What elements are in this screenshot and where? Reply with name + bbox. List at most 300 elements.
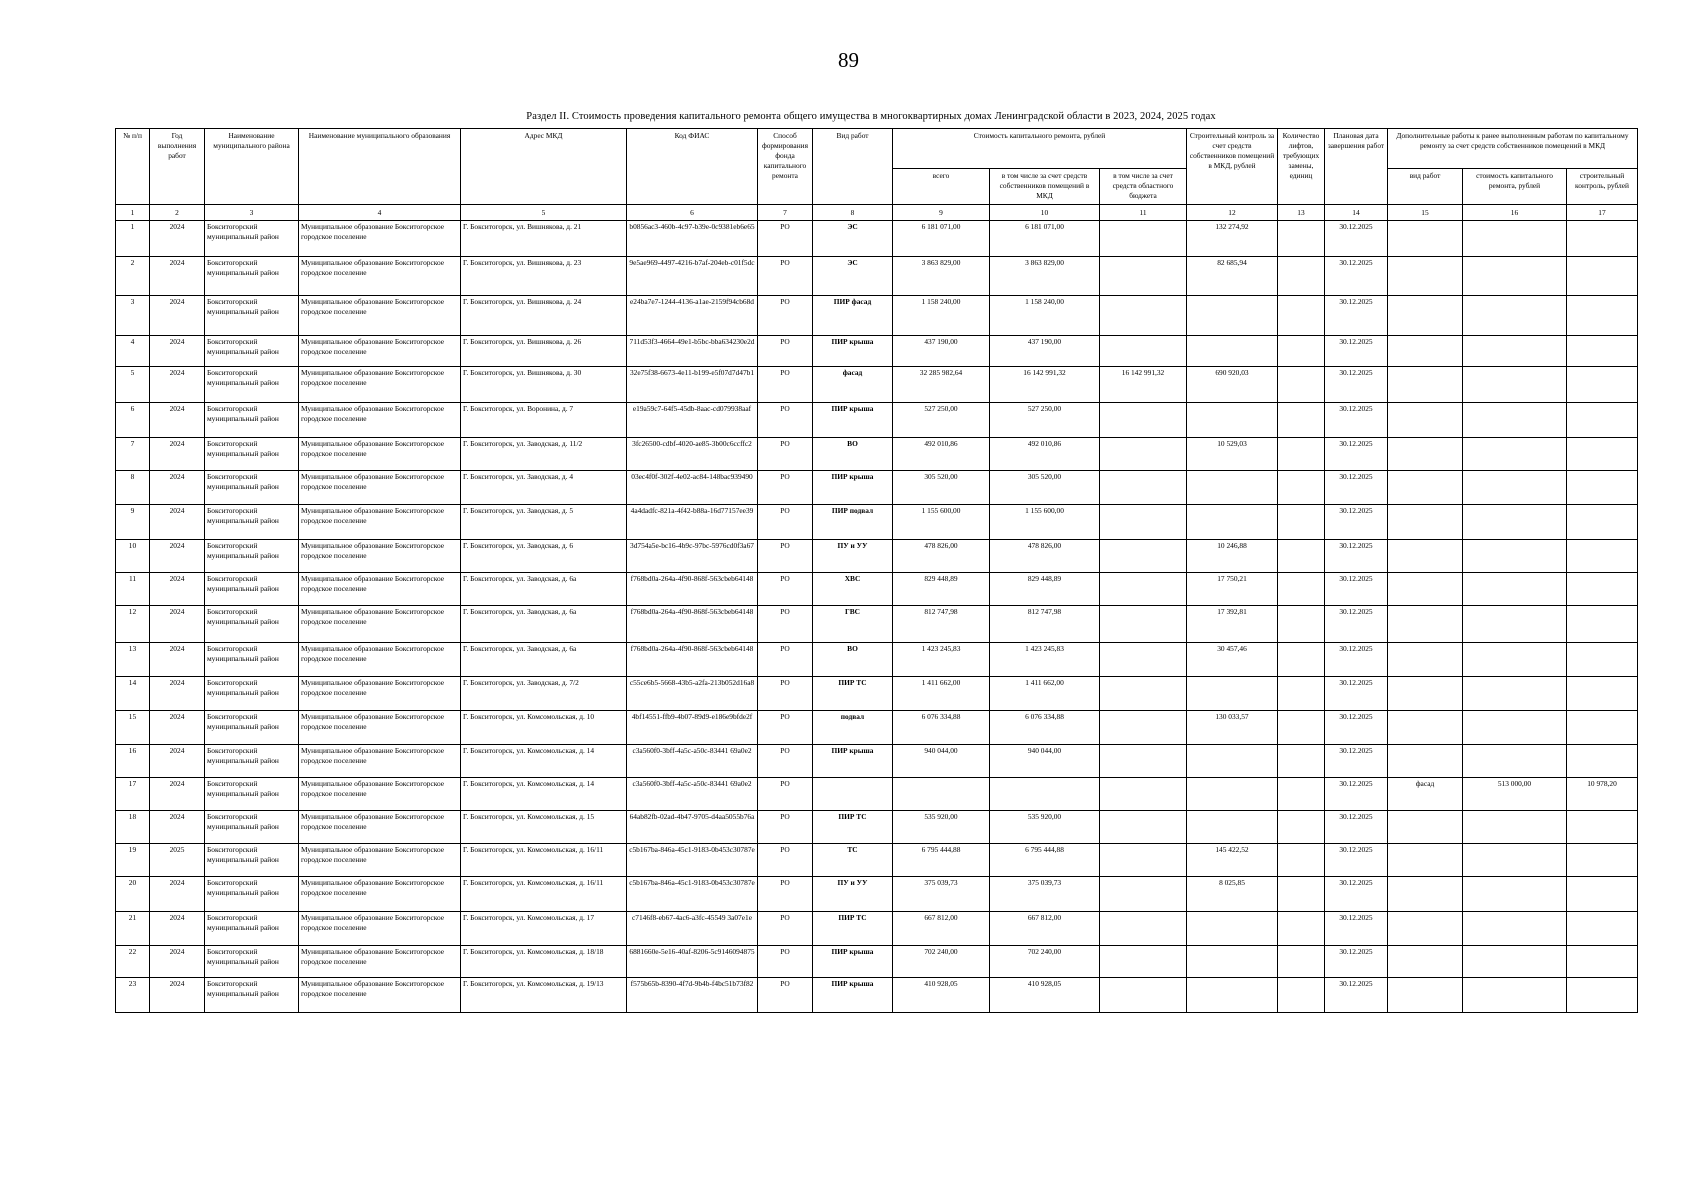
address: Г. Бокситогорск, ул. Заводская, д. 6а bbox=[461, 606, 627, 643]
cost-regional bbox=[1100, 711, 1187, 745]
cost-owners: 702 240,00 bbox=[990, 946, 1100, 978]
add-work-type bbox=[1388, 573, 1463, 606]
cost-regional bbox=[1100, 844, 1187, 877]
add-work-type bbox=[1388, 471, 1463, 505]
header-work-type: Вид работ bbox=[813, 129, 893, 205]
fias-code: 4bf14551-ffb9-4b07-89d9-e186e9bfde2f bbox=[627, 711, 758, 745]
cost-regional bbox=[1100, 643, 1187, 677]
work-year: 2024 bbox=[150, 296, 205, 336]
fund-method: РО bbox=[758, 677, 813, 711]
lift-count bbox=[1278, 367, 1325, 403]
fias-code: b0856ac3-460b-4c97-b39e-0c9381eb6e65 bbox=[627, 221, 758, 257]
district-name: Бокситогорский муниципальный район bbox=[205, 367, 299, 403]
district-name: Бокситогорский муниципальный район bbox=[205, 811, 299, 844]
column-number: 7 bbox=[758, 205, 813, 221]
add-cost bbox=[1463, 711, 1567, 745]
add-control bbox=[1567, 540, 1638, 573]
cost-owners: 437 190,00 bbox=[990, 336, 1100, 367]
add-work-type bbox=[1388, 643, 1463, 677]
fund-method: РО bbox=[758, 367, 813, 403]
municipality-name: Муниципальное образование Бокситогорское городское поселение bbox=[299, 257, 461, 296]
planned-date: 30.12.2025 bbox=[1325, 367, 1388, 403]
address: Г. Бокситогорск, ул. Комсомольская, д. 14 bbox=[461, 745, 627, 778]
cost-total: 1 158 240,00 bbox=[893, 296, 990, 336]
work-year: 2024 bbox=[150, 643, 205, 677]
district-name: Бокситогорский муниципальный район bbox=[205, 336, 299, 367]
row-number: 21 bbox=[116, 912, 150, 946]
lift-count bbox=[1278, 540, 1325, 573]
add-control bbox=[1567, 844, 1638, 877]
construction-control bbox=[1187, 296, 1278, 336]
cost-total: 3 863 829,00 bbox=[893, 257, 990, 296]
column-number: 10 bbox=[990, 205, 1100, 221]
work-year: 2024 bbox=[150, 336, 205, 367]
construction-control bbox=[1187, 505, 1278, 540]
work-year: 2024 bbox=[150, 811, 205, 844]
work-year: 2024 bbox=[150, 403, 205, 438]
add-control bbox=[1567, 257, 1638, 296]
fund-method: РО bbox=[758, 336, 813, 367]
construction-control bbox=[1187, 336, 1278, 367]
fund-method: РО bbox=[758, 505, 813, 540]
fias-code: c7146f8-eb67-4ac6-a3fc-45549 3a07e1e bbox=[627, 912, 758, 946]
lift-count bbox=[1278, 643, 1325, 677]
address: Г. Бокситогорск, ул. Комсомольская, д. 17 bbox=[461, 912, 627, 946]
cost-owners: 535 920,00 bbox=[990, 811, 1100, 844]
municipality-name: Муниципальное образование Бокситогорское городское поселение bbox=[299, 336, 461, 367]
header-fias-code: Код ФИАС bbox=[627, 129, 758, 205]
work-year: 2025 bbox=[150, 844, 205, 877]
cost-total: 410 928,05 bbox=[893, 978, 990, 1013]
add-cost bbox=[1463, 471, 1567, 505]
cost-regional bbox=[1100, 505, 1187, 540]
lift-count bbox=[1278, 221, 1325, 257]
page-number: 89 bbox=[838, 48, 859, 72]
cost-total: 812 747,98 bbox=[893, 606, 990, 643]
add-cost bbox=[1463, 978, 1567, 1013]
add-control bbox=[1567, 711, 1638, 745]
lift-count bbox=[1278, 336, 1325, 367]
cost-regional bbox=[1100, 257, 1187, 296]
add-cost bbox=[1463, 877, 1567, 912]
add-control bbox=[1567, 471, 1638, 505]
add-control bbox=[1567, 367, 1638, 403]
table-row bbox=[116, 711, 1638, 745]
add-work-type bbox=[1388, 296, 1463, 336]
work-year: 2024 bbox=[150, 877, 205, 912]
municipality-name: Муниципальное образование Бокситогорское городское поселение bbox=[299, 978, 461, 1013]
construction-control: 17 750,21 bbox=[1187, 573, 1278, 606]
fund-method: РО bbox=[758, 912, 813, 946]
add-work-type bbox=[1388, 745, 1463, 778]
cost-total: 940 044,00 bbox=[893, 745, 990, 778]
address: Г. Бокситогорск, ул. Комсомольская, д. 18/18 bbox=[461, 946, 627, 978]
header-lifts: Количество лифтов, требующих замены, единиц bbox=[1278, 129, 1325, 205]
fund-method: РО bbox=[758, 606, 813, 643]
work-type: ПИР ТС bbox=[813, 677, 893, 711]
table-row bbox=[116, 573, 1638, 606]
fias-code: 32e75f38-6673-4e11-b199-e5f07d7d47b1 bbox=[627, 367, 758, 403]
work-year: 2024 bbox=[150, 257, 205, 296]
header-cost-owners: в том числе за счет средств собственников помещений в МКД bbox=[990, 169, 1100, 205]
address: Г. Бокситогорск, ул. Комсомольская, д. 16/11 bbox=[461, 877, 627, 912]
municipality-name: Муниципальное образование Бокситогорское городское поселение bbox=[299, 296, 461, 336]
add-work-type bbox=[1388, 811, 1463, 844]
cost-total: 32 285 982,64 bbox=[893, 367, 990, 403]
row-number: 1 bbox=[116, 221, 150, 257]
lift-count bbox=[1278, 606, 1325, 643]
add-control bbox=[1567, 573, 1638, 606]
work-year: 2024 bbox=[150, 745, 205, 778]
lift-count bbox=[1278, 711, 1325, 745]
section-title: Раздел II. Стоимость проведения капитального ремонта общего имущества в многоквартирных домах Ленинградской области в 2023, 2024, 2025 годах bbox=[526, 111, 1216, 122]
planned-date: 30.12.2025 bbox=[1325, 221, 1388, 257]
fund-method: РО bbox=[758, 471, 813, 505]
cost-total: 492 010,86 bbox=[893, 438, 990, 471]
cost-total: 1 411 662,00 bbox=[893, 677, 990, 711]
fund-method: РО bbox=[758, 811, 813, 844]
cost-total: 375 039,73 bbox=[893, 877, 990, 912]
construction-control: 132 274,92 bbox=[1187, 221, 1278, 257]
column-number: 8 bbox=[813, 205, 893, 221]
header-add-work-type: вид работ bbox=[1388, 169, 1463, 205]
cost-total: 437 190,00 bbox=[893, 336, 990, 367]
work-type: ВО bbox=[813, 643, 893, 677]
municipality-name: Муниципальное образование Бокситогорское городское поселение bbox=[299, 877, 461, 912]
add-cost bbox=[1463, 221, 1567, 257]
row-number: 10 bbox=[116, 540, 150, 573]
cost-owners: 492 010,86 bbox=[990, 438, 1100, 471]
add-cost bbox=[1463, 677, 1567, 711]
planned-date: 30.12.2025 bbox=[1325, 403, 1388, 438]
cost-regional bbox=[1100, 471, 1187, 505]
cost-owners: 812 747,98 bbox=[990, 606, 1100, 643]
add-control bbox=[1567, 505, 1638, 540]
cost-regional: 16 142 991,32 bbox=[1100, 367, 1187, 403]
add-cost bbox=[1463, 912, 1567, 946]
municipality-name: Муниципальное образование Бокситогорское городское поселение bbox=[299, 606, 461, 643]
cost-total: 829 448,89 bbox=[893, 573, 990, 606]
work-year: 2024 bbox=[150, 221, 205, 257]
fund-method: РО bbox=[758, 257, 813, 296]
add-cost bbox=[1463, 606, 1567, 643]
planned-date: 30.12.2025 bbox=[1325, 877, 1388, 912]
work-year: 2024 bbox=[150, 505, 205, 540]
work-type: фасад bbox=[813, 367, 893, 403]
work-type: ПИР крыша bbox=[813, 978, 893, 1013]
add-work-type bbox=[1388, 946, 1463, 978]
column-number: 13 bbox=[1278, 205, 1325, 221]
cost-total bbox=[893, 778, 990, 811]
cost-regional bbox=[1100, 296, 1187, 336]
column-number: 4 bbox=[299, 205, 461, 221]
add-cost bbox=[1463, 745, 1567, 778]
add-work-type bbox=[1388, 403, 1463, 438]
add-cost bbox=[1463, 438, 1567, 471]
fund-method: РО bbox=[758, 643, 813, 677]
table-row bbox=[116, 912, 1638, 946]
fias-code: c5b167ba-846a-45c1-9183-0b453c30787e bbox=[627, 877, 758, 912]
add-control bbox=[1567, 643, 1638, 677]
address: Г. Бокситогорск, ул. Вишнякова, д. 23 bbox=[461, 257, 627, 296]
municipality-name: Муниципальное образование Бокситогорское городское поселение bbox=[299, 778, 461, 811]
add-control bbox=[1567, 877, 1638, 912]
planned-date: 30.12.2025 bbox=[1325, 257, 1388, 296]
add-cost: 513 000,00 bbox=[1463, 778, 1567, 811]
fund-method: РО bbox=[758, 438, 813, 471]
lift-count bbox=[1278, 505, 1325, 540]
cost-total: 478 826,00 bbox=[893, 540, 990, 573]
cost-regional bbox=[1100, 403, 1187, 438]
planned-date: 30.12.2025 bbox=[1325, 336, 1388, 367]
row-number: 13 bbox=[116, 643, 150, 677]
header-cost-total: всего bbox=[893, 169, 990, 205]
address: Г. Бокситогорск, ул. Заводская, д. 6а bbox=[461, 643, 627, 677]
fund-method: РО bbox=[758, 403, 813, 438]
construction-control bbox=[1187, 677, 1278, 711]
table-row bbox=[116, 505, 1638, 540]
lift-count bbox=[1278, 257, 1325, 296]
header-num: № п/п bbox=[116, 129, 150, 205]
lift-count bbox=[1278, 438, 1325, 471]
district-name: Бокситогорский муниципальный район bbox=[205, 912, 299, 946]
row-number: 22 bbox=[116, 946, 150, 978]
row-number: 8 bbox=[116, 471, 150, 505]
row-number: 16 bbox=[116, 745, 150, 778]
district-name: Бокситогорский муниципальный район bbox=[205, 745, 299, 778]
work-type: ПИР подвал bbox=[813, 505, 893, 540]
planned-date: 30.12.2025 bbox=[1325, 573, 1388, 606]
header-add-control: строительный контроль, рублей bbox=[1567, 169, 1638, 205]
planned-date: 30.12.2025 bbox=[1325, 844, 1388, 877]
work-type: подвал bbox=[813, 711, 893, 745]
row-number: 2 bbox=[116, 257, 150, 296]
add-control bbox=[1567, 978, 1638, 1013]
municipality-name: Муниципальное образование Бокситогорское городское поселение bbox=[299, 844, 461, 877]
add-work-type bbox=[1388, 877, 1463, 912]
planned-date: 30.12.2025 bbox=[1325, 677, 1388, 711]
construction-control bbox=[1187, 946, 1278, 978]
add-control bbox=[1567, 946, 1638, 978]
address: Г. Бокситогорск, ул. Вишнякова, д. 30 bbox=[461, 367, 627, 403]
construction-control: 10 246,88 bbox=[1187, 540, 1278, 573]
add-work-type bbox=[1388, 677, 1463, 711]
header-additional-works: Дополнительные работы к ранее выполненным работам по капитальному ремонту за счет средств собственников помещений в МКД bbox=[1388, 129, 1638, 169]
add-cost bbox=[1463, 844, 1567, 877]
column-number: 12 bbox=[1187, 205, 1278, 221]
construction-control bbox=[1187, 403, 1278, 438]
work-type: ПИР крыша bbox=[813, 336, 893, 367]
table-row bbox=[116, 336, 1638, 367]
column-number: 15 bbox=[1388, 205, 1463, 221]
row-number: 15 bbox=[116, 711, 150, 745]
cost-total: 305 520,00 bbox=[893, 471, 990, 505]
lift-count bbox=[1278, 403, 1325, 438]
address: Г. Бокситогорск, ул. Заводская, д. 4 bbox=[461, 471, 627, 505]
fias-code: f768bd0a-264a-4f90-868f-563cbeb64148 bbox=[627, 643, 758, 677]
column-number: 9 bbox=[893, 205, 990, 221]
table-row bbox=[116, 877, 1638, 912]
work-type: ПИР ТС bbox=[813, 912, 893, 946]
row-number: 12 bbox=[116, 606, 150, 643]
work-type: ГВС bbox=[813, 606, 893, 643]
row-number: 17 bbox=[116, 778, 150, 811]
fund-method: РО bbox=[758, 946, 813, 978]
fias-code: 3fc26500-cdbf-4020-ae85-3b00c6ccffc2 bbox=[627, 438, 758, 471]
planned-date: 30.12.2025 bbox=[1325, 946, 1388, 978]
row-number: 3 bbox=[116, 296, 150, 336]
construction-control bbox=[1187, 811, 1278, 844]
municipality-name: Муниципальное образование Бокситогорское городское поселение bbox=[299, 946, 461, 978]
cost-regional bbox=[1100, 778, 1187, 811]
add-work-type bbox=[1388, 912, 1463, 946]
district-name: Бокситогорский муниципальный район bbox=[205, 677, 299, 711]
cost-regional bbox=[1100, 606, 1187, 643]
address: Г. Бокситогорск, ул. Комсомольская, д. 16/11 bbox=[461, 844, 627, 877]
planned-date: 30.12.2025 bbox=[1325, 540, 1388, 573]
column-number: 17 bbox=[1567, 205, 1638, 221]
work-type: ПИР крыша bbox=[813, 745, 893, 778]
cost-regional bbox=[1100, 438, 1187, 471]
construction-control bbox=[1187, 471, 1278, 505]
work-year: 2024 bbox=[150, 778, 205, 811]
construction-control bbox=[1187, 978, 1278, 1013]
district-name: Бокситогорский муниципальный район bbox=[205, 257, 299, 296]
table-row bbox=[116, 221, 1638, 257]
row-number: 19 bbox=[116, 844, 150, 877]
planned-date: 30.12.2025 bbox=[1325, 912, 1388, 946]
add-cost bbox=[1463, 811, 1567, 844]
district-name: Бокситогорский муниципальный район bbox=[205, 505, 299, 540]
cost-regional bbox=[1100, 946, 1187, 978]
table-row bbox=[116, 606, 1638, 643]
cost-regional bbox=[1100, 745, 1187, 778]
cost-owners: 6 795 444,88 bbox=[990, 844, 1100, 877]
add-work-type bbox=[1388, 540, 1463, 573]
table-row bbox=[116, 257, 1638, 296]
column-number: 3 bbox=[205, 205, 299, 221]
address: Г. Бокситогорск, ул. Заводская, д. 7/2 bbox=[461, 677, 627, 711]
cost-regional bbox=[1100, 221, 1187, 257]
work-year: 2024 bbox=[150, 573, 205, 606]
address: Г. Бокситогорск, ул. Комсомольская, д. 10 bbox=[461, 711, 627, 745]
cost-regional bbox=[1100, 336, 1187, 367]
district-name: Бокситогорский муниципальный район bbox=[205, 978, 299, 1013]
add-work-type bbox=[1388, 221, 1463, 257]
fias-code: 03ec4f0f-302f-4e02-ac84-148bac939490 bbox=[627, 471, 758, 505]
cost-total: 6 076 334,88 bbox=[893, 711, 990, 745]
add-cost bbox=[1463, 367, 1567, 403]
planned-date: 30.12.2025 bbox=[1325, 606, 1388, 643]
add-work-type bbox=[1388, 438, 1463, 471]
add-cost bbox=[1463, 573, 1567, 606]
construction-control: 8 025,85 bbox=[1187, 877, 1278, 912]
construction-control: 82 685,94 bbox=[1187, 257, 1278, 296]
district-name: Бокситогорский муниципальный район bbox=[205, 438, 299, 471]
add-work-type: фасад bbox=[1388, 778, 1463, 811]
table-row bbox=[116, 946, 1638, 978]
header-district: Наименование муниципального района bbox=[205, 129, 299, 205]
cost-total: 535 920,00 bbox=[893, 811, 990, 844]
fias-code: f768bd0a-264a-4f90-868f-563cbeb64148 bbox=[627, 573, 758, 606]
district-name: Бокситогорский муниципальный район bbox=[205, 221, 299, 257]
header-year: Год выполнения работ bbox=[150, 129, 205, 205]
header-construction-control: Строительный контроль за счет средств собственников помещений в МКД, рублей bbox=[1187, 129, 1278, 205]
construction-control bbox=[1187, 745, 1278, 778]
table-row bbox=[116, 403, 1638, 438]
planned-date: 30.12.2025 bbox=[1325, 978, 1388, 1013]
cost-total: 1 155 600,00 bbox=[893, 505, 990, 540]
planned-date: 30.12.2025 bbox=[1325, 505, 1388, 540]
cost-owners: 6 181 071,00 bbox=[990, 221, 1100, 257]
row-number: 14 bbox=[116, 677, 150, 711]
municipality-name: Муниципальное образование Бокситогорское городское поселение bbox=[299, 367, 461, 403]
work-type: ПИР фасад bbox=[813, 296, 893, 336]
lift-count bbox=[1278, 471, 1325, 505]
add-cost bbox=[1463, 257, 1567, 296]
table-row bbox=[116, 471, 1638, 505]
municipality-name: Муниципальное образование Бокситогорское городское поселение bbox=[299, 912, 461, 946]
construction-control bbox=[1187, 778, 1278, 811]
planned-date: 30.12.2025 bbox=[1325, 778, 1388, 811]
municipality-name: Муниципальное образование Бокситогорское городское поселение bbox=[299, 711, 461, 745]
cost-total: 6 181 071,00 bbox=[893, 221, 990, 257]
address: Г. Бокситогорск, ул. Заводская, д. 5 bbox=[461, 505, 627, 540]
cost-total: 527 250,00 bbox=[893, 403, 990, 438]
cost-owners bbox=[990, 778, 1100, 811]
table-body bbox=[116, 221, 1638, 1013]
row-number: 4 bbox=[116, 336, 150, 367]
work-type: ПИР крыша bbox=[813, 403, 893, 438]
construction-control: 30 457,46 bbox=[1187, 643, 1278, 677]
lift-count bbox=[1278, 745, 1325, 778]
work-type: ЭС bbox=[813, 221, 893, 257]
work-type: ПУ и УУ bbox=[813, 877, 893, 912]
work-type: ТС bbox=[813, 844, 893, 877]
work-year: 2024 bbox=[150, 978, 205, 1013]
lift-count bbox=[1278, 946, 1325, 978]
table-row bbox=[116, 643, 1638, 677]
municipality-name: Муниципальное образование Бокситогорское городское поселение bbox=[299, 403, 461, 438]
cost-owners: 375 039,73 bbox=[990, 877, 1100, 912]
column-number: 6 bbox=[627, 205, 758, 221]
fias-code: e19a59c7-64f5-45db-8aac-cd079938aaf bbox=[627, 403, 758, 438]
table-row bbox=[116, 296, 1638, 336]
add-control bbox=[1567, 403, 1638, 438]
fias-code: 9e5ae969-4497-4216-b7af-204eb-c01f5dc bbox=[627, 257, 758, 296]
add-control bbox=[1567, 677, 1638, 711]
header-municipality: Наименование муниципального образования bbox=[299, 129, 461, 205]
cost-owners: 410 928,05 bbox=[990, 978, 1100, 1013]
cost-owners: 16 142 991,32 bbox=[990, 367, 1100, 403]
construction-control: 690 920,03 bbox=[1187, 367, 1278, 403]
row-number: 20 bbox=[116, 877, 150, 912]
work-year: 2024 bbox=[150, 438, 205, 471]
table-row bbox=[116, 540, 1638, 573]
add-work-type bbox=[1388, 711, 1463, 745]
fias-code: c3a560f0-3bff-4a5c-a50c-83441 69a0e2 bbox=[627, 778, 758, 811]
table-row bbox=[116, 978, 1638, 1013]
add-work-type bbox=[1388, 978, 1463, 1013]
cost-regional bbox=[1100, 811, 1187, 844]
column-number: 1 bbox=[116, 205, 150, 221]
planned-date: 30.12.2025 bbox=[1325, 296, 1388, 336]
table-row bbox=[116, 677, 1638, 711]
fias-code: f575b65b-8390-4f7d-9b4b-f4bc51b73f82 bbox=[627, 978, 758, 1013]
fias-code: c3a560f0-3bff-4a5c-a50c-83441 69a0e2 bbox=[627, 745, 758, 778]
cost-regional bbox=[1100, 912, 1187, 946]
cost-regional bbox=[1100, 978, 1187, 1013]
